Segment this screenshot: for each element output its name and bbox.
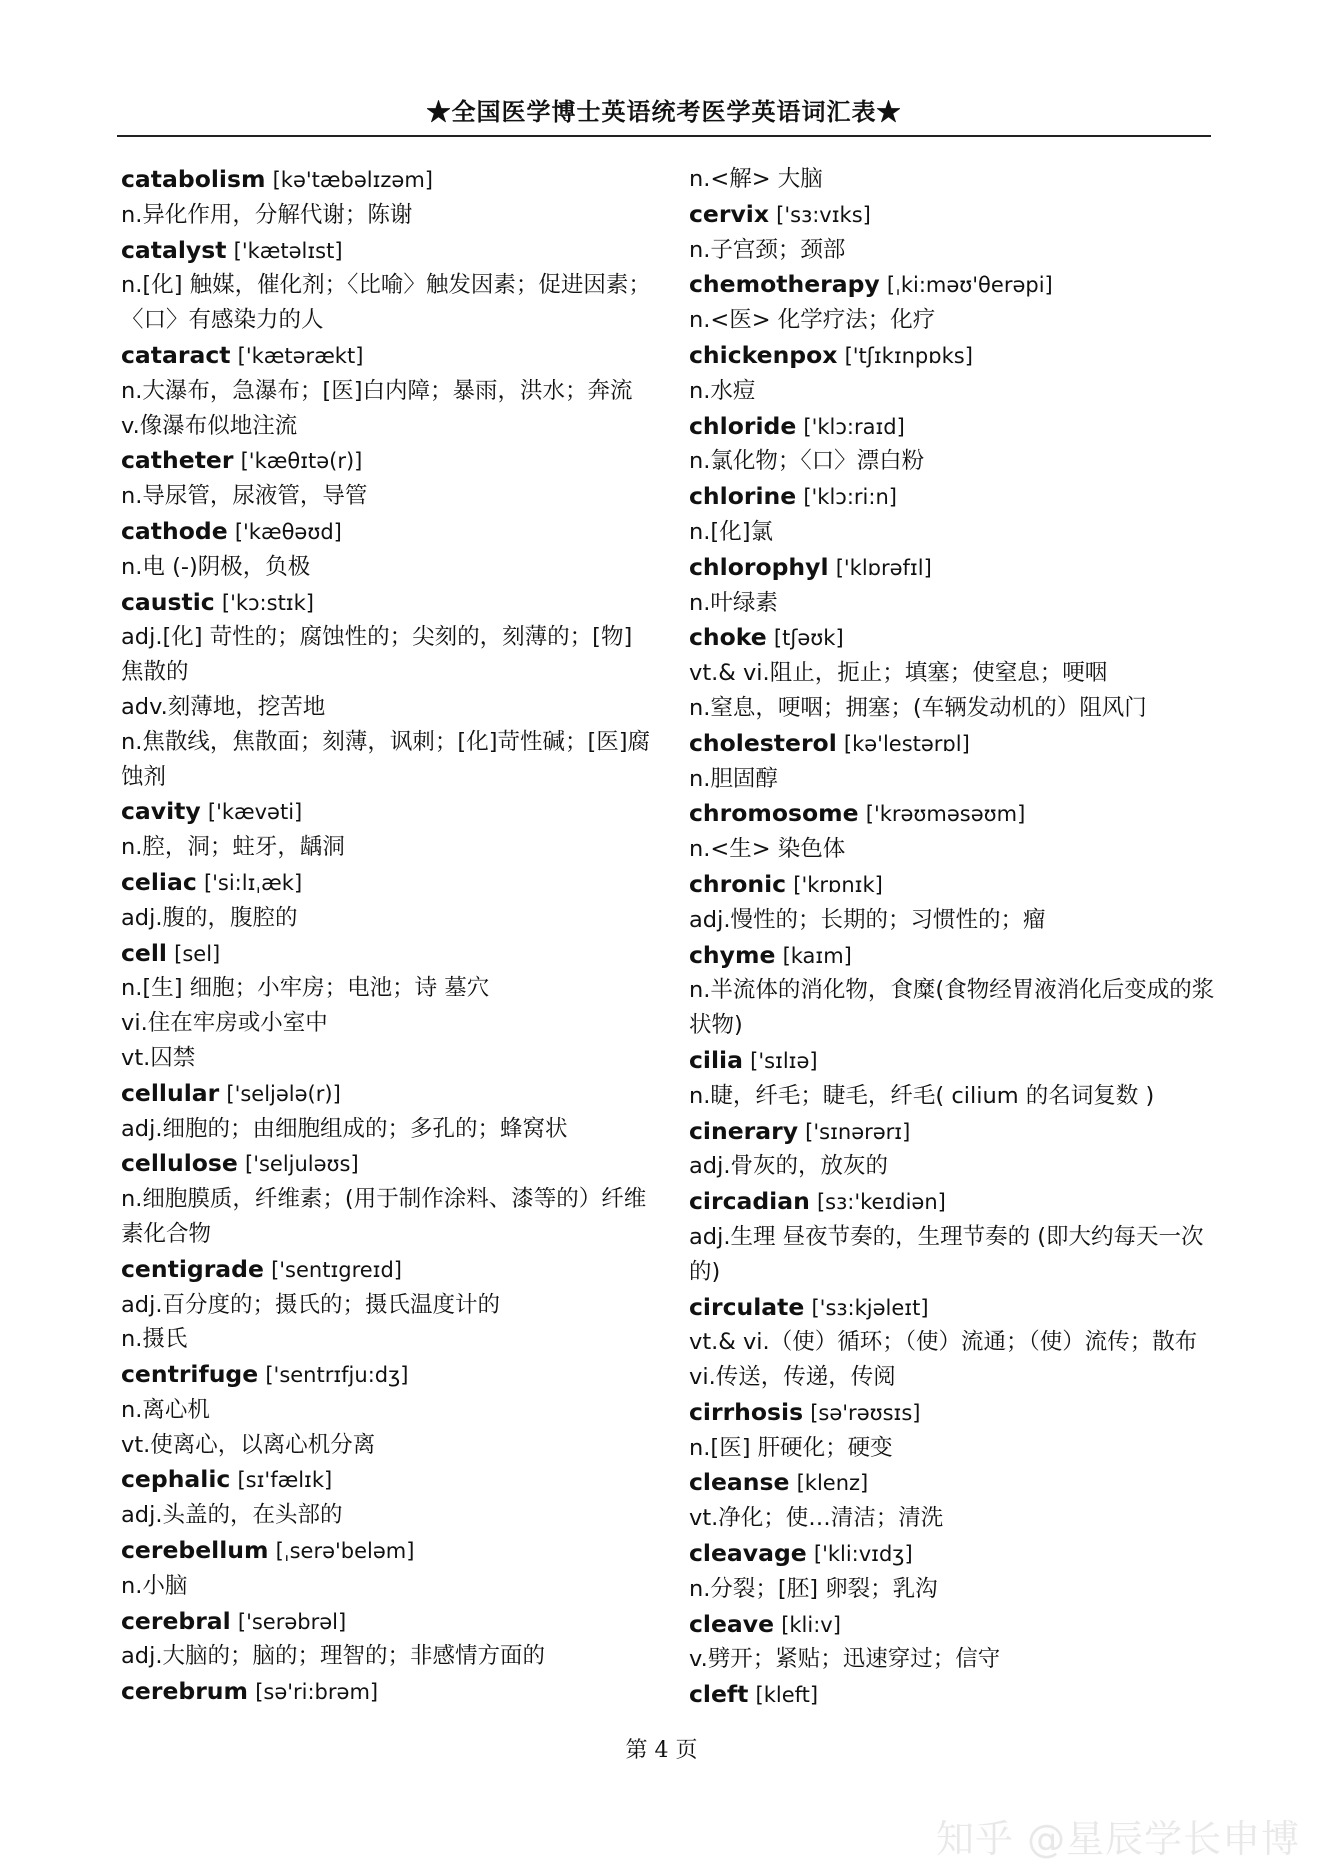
definition-line: n.分裂；[胚] 卵裂；乳沟	[689, 1575, 938, 1602]
definition-line: adj.骨灰的，放灰的	[689, 1153, 888, 1180]
vocab-entry	[689, 550, 1221, 586]
phonetic: ['kli:vɪdʒ]	[813, 1542, 913, 1567]
headword: circulate	[689, 1292, 805, 1321]
headword: cleanse	[689, 1468, 790, 1497]
vocab-entry	[689, 1536, 1221, 1572]
vocab-entry	[689, 1114, 1221, 1150]
definition-line: vt.净化；使…清洁；清洗	[689, 1505, 944, 1532]
vocab-entry	[121, 514, 653, 550]
definition-line: n.<解> 大脑	[689, 166, 823, 192]
headword: cilia	[689, 1045, 743, 1074]
headword: chlorophyl	[689, 552, 829, 581]
phonetic: [ˌki:məʊ'θerəpi]	[886, 273, 1053, 298]
headword: cataract	[121, 340, 231, 369]
definition-line: n.异化作用，分解代谢；陈谢	[121, 201, 413, 228]
definition-line: n.半流体的消化物，食糜(食物经胃液消化后变成的浆状物)	[689, 977, 1215, 1039]
vocab-entry	[689, 197, 1221, 233]
definition-line: n.导尿管，尿液管，导管	[121, 483, 368, 510]
vocab-entry	[689, 867, 1221, 903]
definition-line: adj.大脑的；脑的；理智的；非感情方面的	[121, 1643, 545, 1670]
vocab-entry	[689, 726, 1221, 762]
phonetic: ['si:lɪˌæk]	[203, 870, 303, 895]
definition-line: n.[医] 肝硬化；硬变	[689, 1434, 893, 1461]
phonetic: [sə'rəʊsɪs]	[810, 1400, 921, 1425]
phonetic: ['klɔ:raɪd]	[803, 414, 905, 439]
vocab-entry	[121, 1252, 653, 1288]
definition-line: v.劈开；紧贴；迅速穿过；信守	[689, 1646, 1001, 1673]
definition-line: n.[化]氯	[689, 518, 773, 545]
headword: cell	[121, 938, 167, 967]
vocab-entry	[121, 162, 653, 198]
phonetic: [kə'tæbəlɪzəm]	[272, 168, 433, 192]
headword: chromosome	[689, 799, 859, 828]
vocab-entry	[689, 338, 1221, 374]
header-divider	[117, 135, 1211, 137]
headword: cleavage	[689, 1539, 807, 1568]
phonetic: ['kæθəʊd]	[234, 519, 342, 544]
definition-line: n.电 (-)阴极，负极	[121, 553, 311, 580]
headword: celiac	[121, 867, 197, 896]
phonetic: ['sentɪgreɪd]	[271, 1257, 402, 1282]
definition-line: vi.住在牢房或小室中	[121, 1010, 328, 1037]
headword: cavity	[121, 797, 201, 826]
vocab-entry	[689, 1395, 1221, 1431]
vocab-entry	[121, 1076, 653, 1112]
vocab-entry	[689, 409, 1221, 445]
headword: cervix	[689, 199, 769, 228]
right-column	[689, 162, 1221, 1713]
vocab-entry	[121, 1462, 653, 1498]
definition-line: vt.使离心，以离心机分离	[121, 1431, 376, 1458]
phonetic: ['seljuləʊs]	[245, 1152, 359, 1177]
phonetic: [tʃəʊk]	[773, 626, 844, 651]
vocab-entry	[121, 585, 653, 621]
phonetic: ['krɒnɪk]	[793, 872, 883, 897]
vocab-entry	[689, 1607, 1221, 1643]
phonetic: ['sentrɪfju:dʒ]	[265, 1363, 409, 1388]
phonetic: ['seljələ(r)]	[226, 1081, 341, 1106]
phonetic: ['klɔ:ri:n]	[803, 485, 897, 510]
headword: cerebrum	[121, 1677, 249, 1706]
definition-line: n.大瀑布，急瀑布；[医]白内障；暴雨，洪水；奔流	[121, 377, 633, 404]
headword: catabolism	[121, 165, 266, 193]
headword: cerebral	[121, 1606, 231, 1635]
vocab-entry	[121, 1146, 653, 1182]
definition-line: vt.& vi.（使）循环；（使）流通；（使）流传；散布	[689, 1329, 1198, 1356]
headword: chickenpox	[689, 340, 838, 369]
vocab-entry	[121, 1604, 653, 1640]
headword: cephalic	[121, 1465, 231, 1494]
vocab-entry	[689, 620, 1221, 656]
phonetic: [sə'ri:brəm]	[255, 1680, 379, 1705]
phonetic: [kə'lestərɒl]	[843, 731, 970, 756]
phonetic: ['kætəlɪst]	[233, 238, 343, 263]
definition-line: vt.囚禁	[121, 1044, 196, 1071]
definition-line: n.腔，洞；蛀牙，龋洞	[121, 834, 345, 861]
phonetic: ['serəbrəl]	[237, 1609, 347, 1634]
phonetic: ['sɪlɪə]	[750, 1048, 818, 1073]
definition-line: n.摄氏	[121, 1326, 188, 1353]
headword: cerebellum	[121, 1536, 269, 1565]
headword: chronic	[689, 869, 787, 898]
headword: cleave	[689, 1609, 775, 1638]
vocab-entry	[689, 1677, 1221, 1713]
page-number: 第 4 页	[625, 1738, 698, 1763]
vocab-entry	[121, 1533, 653, 1569]
definition-line: vt.& vi.阻止，扼止；填塞；使窒息；哽咽	[689, 660, 1108, 687]
headword: cellular	[121, 1078, 220, 1107]
vocab-entry	[689, 479, 1221, 515]
headword: centigrade	[121, 1254, 264, 1283]
vocab-entry	[121, 936, 653, 972]
definition-line: n.窒息，哽咽；拥塞；(车辆发动机的）阻风门	[689, 694, 1147, 721]
vocab-entry	[121, 865, 653, 901]
definition-line: n.细胞膜质，纤维素；(用于制作涂料、漆等的）纤维素化合物	[121, 1186, 647, 1247]
phonetic: [kaɪm]	[782, 943, 852, 968]
headword: caustic	[121, 587, 215, 616]
vocab-entry	[689, 267, 1221, 303]
vocab-entry	[121, 338, 653, 374]
headword: choke	[689, 623, 767, 652]
definition-line: n.焦散线，焦散面；刻薄，讽刺；[化]苛性碱；[医]腐蚀剂	[121, 728, 651, 790]
headword: cleft	[689, 1680, 749, 1709]
phonetic: [klenz]	[796, 1471, 869, 1496]
definition-line: adj.[化] 苛性的；腐蚀性的；尖刻的，刻薄的；[物]焦散的	[121, 624, 633, 686]
definition-line: n.水痘	[689, 377, 756, 404]
vocab-entry	[689, 1290, 1221, 1326]
headword: catheter	[121, 446, 234, 475]
phonetic: ['krəʊməsəʊm]	[865, 802, 1026, 827]
headword: cinerary	[689, 1116, 799, 1145]
definition-line: adj.细胞的；由细胞组成的；多孔的；蜂窝状	[121, 1115, 568, 1142]
phonetic: ['sɪnərərɪ]	[805, 1119, 911, 1144]
phonetic: [kleft]	[755, 1683, 819, 1708]
definition-line: adj.百分度的；摄氏的；摄氏温度计的	[121, 1291, 500, 1318]
phonetic: [sel]	[174, 941, 221, 966]
phonetic: ['sɜ:vɪks]	[776, 202, 871, 227]
left-column	[121, 162, 653, 1710]
headword: chlorine	[689, 482, 797, 511]
definition-line: n.<生> 染色体	[689, 836, 846, 863]
vocab-entry	[689, 796, 1221, 832]
phonetic: [kli:v]	[781, 1612, 841, 1637]
definition-line: v.像瀑布似地注流	[121, 412, 298, 439]
phonetic: [ˌserə'beləm]	[275, 1539, 415, 1564]
headword: cellulose	[121, 1149, 238, 1178]
phonetic: ['kæθɪtə(r)]	[240, 449, 363, 474]
vocab-entry	[689, 1465, 1221, 1501]
phonetic: [sɜ:'keɪdiən]	[816, 1190, 946, 1215]
phonetic: ['kætərækt]	[237, 343, 364, 368]
headword: chloride	[689, 411, 797, 440]
phonetic: ['sɜ:kjəleɪt]	[811, 1295, 929, 1320]
definition-line: vi.传送，传递，传阅	[689, 1364, 896, 1391]
definition-line: n.<医> 化学疗法；化疗	[689, 307, 936, 334]
vocab-entry	[121, 1357, 653, 1393]
page-header-title: ★全国医学博士英语统考医学英语词汇表★	[426, 97, 902, 126]
definition-line: n.叶绿素	[689, 589, 778, 616]
phonetic: [sɪ'fælɪk]	[237, 1468, 333, 1493]
headword: cathode	[121, 516, 228, 545]
definition-line: adj.腹的，腹腔的	[121, 904, 298, 931]
phonetic: ['klɒrəfɪl]	[835, 555, 932, 580]
vocab-entry	[689, 1043, 1221, 1079]
definition-line: adv.刻薄地，挖苦地	[121, 693, 326, 720]
definition-line: n.[生] 细胞；小牢房；电池；诗 墓穴	[121, 975, 490, 1002]
headword: cholesterol	[689, 728, 837, 757]
definition-line: n.胆固醇	[689, 765, 778, 792]
headword: cirrhosis	[689, 1397, 804, 1426]
vocab-entry	[121, 233, 653, 269]
vocab-entry	[121, 1674, 653, 1710]
phonetic: ['kævəti]	[207, 800, 303, 825]
definition-line: adj.生理 昼夜节奏的，生理节奏的 (即大约每天一次的)	[689, 1223, 1204, 1285]
headword: catalyst	[121, 235, 227, 264]
vocab-entry	[121, 794, 653, 830]
watermark: 知乎 @星辰学长申博	[936, 1817, 1301, 1861]
definition-line: n.睫，纤毛；睫毛，纤毛( cilium 的名词复数 )	[689, 1082, 1155, 1109]
headword: chemotherapy	[689, 270, 880, 299]
vocab-entry	[121, 443, 653, 479]
definition-line: adj.慢性的；长期的；习惯性的；瘤	[689, 906, 1046, 933]
vocab-entry	[689, 938, 1221, 974]
definition-line: n.子宫颈；颈部	[689, 236, 846, 263]
definition-line: adj.头盖的，在头部的	[121, 1502, 343, 1529]
definition-line: n.离心机	[121, 1396, 210, 1423]
definition-line: n.[化] 触媒，催化剂；〈比喻〉触发因素；促进因素；〈口〉有感染力的人	[121, 272, 651, 334]
headword: centrifuge	[121, 1360, 259, 1389]
headword: circadian	[689, 1187, 810, 1216]
definition-line: n.小脑	[121, 1572, 188, 1599]
vocab-entry	[689, 1184, 1221, 1220]
phonetic: ['tʃɪkɪnpɒks]	[844, 343, 973, 368]
phonetic: ['kɔ:stɪk]	[221, 590, 314, 615]
headword: chyme	[689, 940, 776, 969]
definition-line: n.氯化物；〈口〉漂白粉	[689, 448, 925, 475]
